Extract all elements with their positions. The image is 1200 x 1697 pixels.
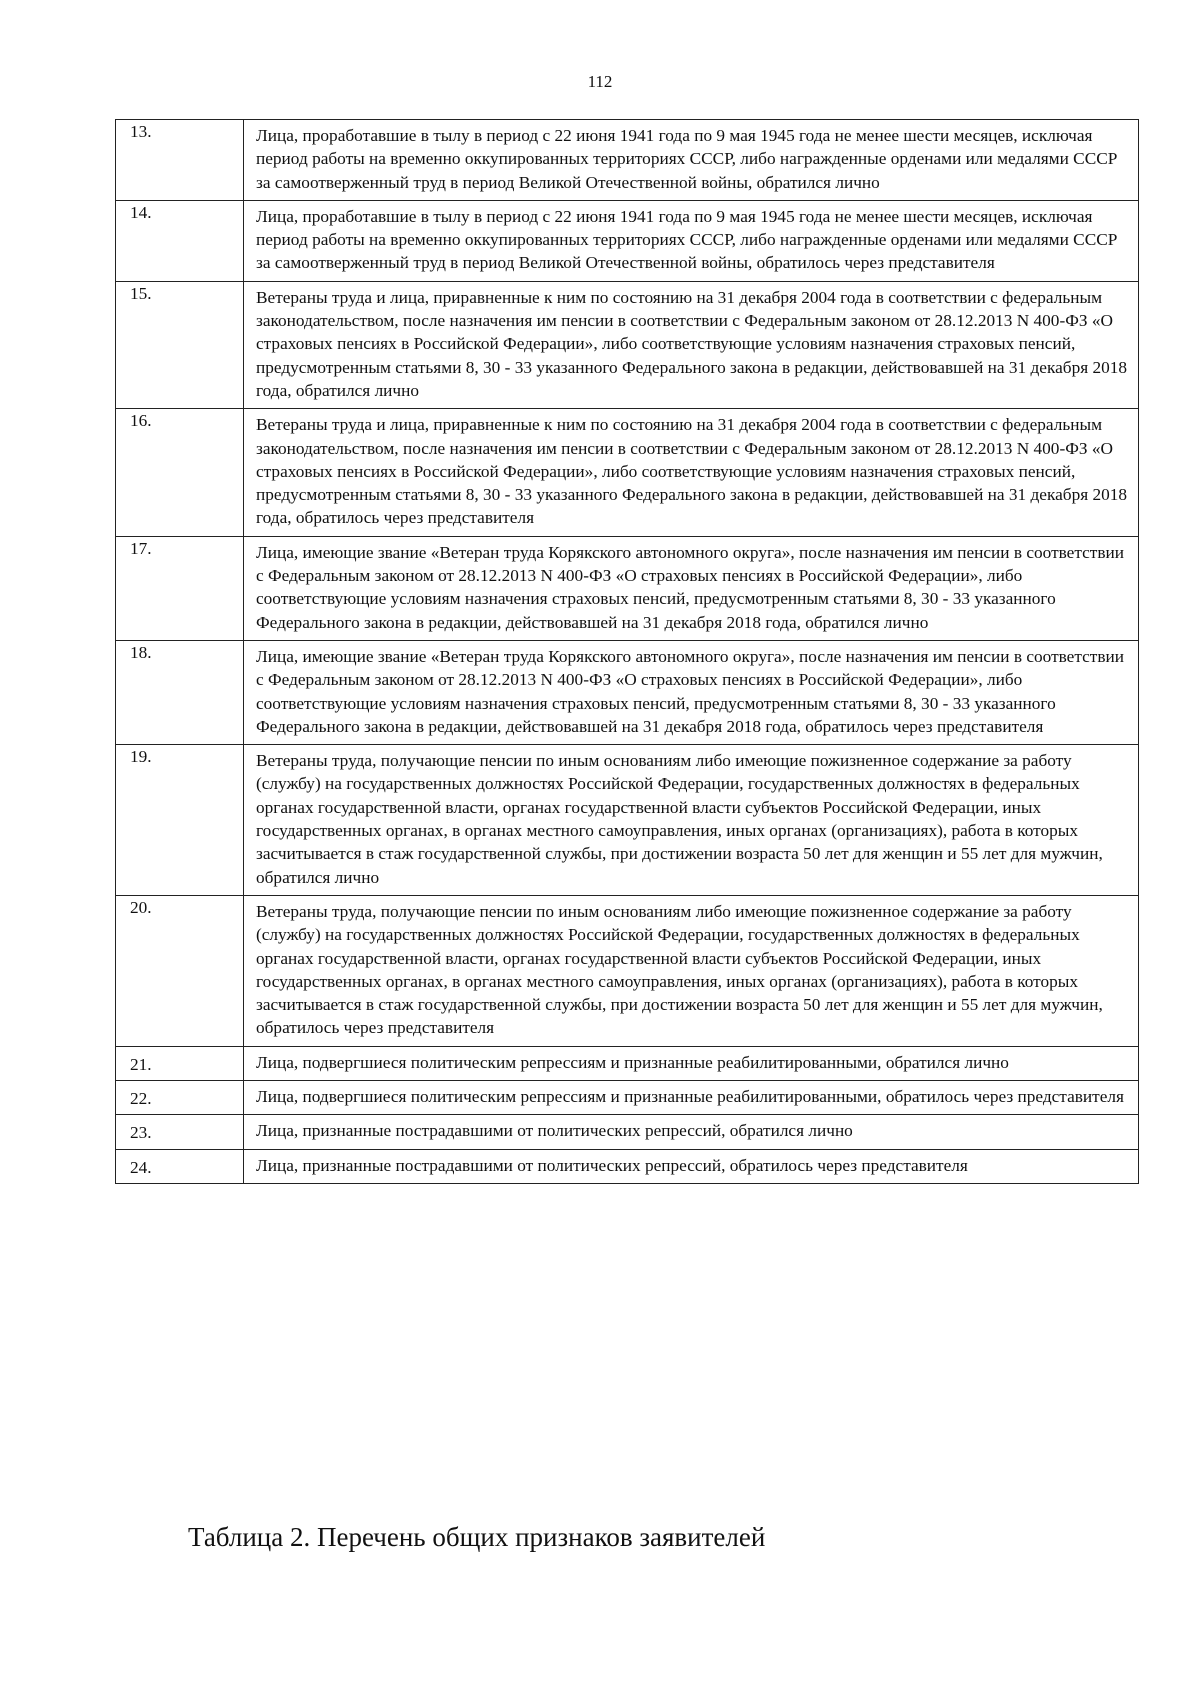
row-text: Лица, имеющие звание «Ветеран труда Корякского автономного округа», после назначения им пенсии в соответствии с Федеральным законом от 28.12.2013 N 400-ФЗ «О страховых пенсиях в Российской Федерации», либо соответствующие условиям назначения страховых пенсий, предусмотренным статьями 8, 30 - 33 указанного Федерального закона в редакции, действовавшей на 31 декабря 2018 года, обратилось через представителя [244, 640, 1139, 744]
table-row [116, 1115, 1139, 1149]
table-row [116, 895, 1139, 1046]
row-number: 24. [116, 1149, 244, 1183]
applicants-table [115, 119, 1139, 1184]
row-number: 21. [116, 1046, 244, 1080]
page-number: 112 [587, 72, 613, 91]
table-row [116, 536, 1139, 640]
row-text: Ветераны труда и лица, приравненные к ним по состоянию на 31 декабря 2004 года в соответствии с федеральным законодательством, после назначения им пенсии в соответствии с Федеральным законом от 28.12.2013 N 400-ФЗ «О страховых пенсиях в Российской Федерации», либо соответствующие условиям назначения страховых пенсий, предусмотренным статьями 8, 30 - 33 указанного Федерального закона в редакции, действовавшей на 31 декабря 2018 года, обратилось через представителя [244, 409, 1139, 536]
row-text: Лица, признанные пострадавшими от политических репрессий, обратился лично [244, 1115, 1139, 1149]
row-text: Лица, подвергшиеся политическим репрессиям и признанные реабилитированными, обратился лично [244, 1046, 1139, 1080]
table-row [116, 745, 1139, 896]
table-row [116, 409, 1139, 536]
table-row [116, 1046, 1139, 1080]
row-number: 20. [116, 895, 244, 1046]
row-text: Лица, подвергшиеся политическим репрессиям и признанные реабилитированными, обратилось через представителя [244, 1080, 1139, 1114]
row-number: 16. [116, 409, 244, 536]
row-number: 14. [116, 200, 244, 281]
table-row [116, 200, 1139, 281]
table-row [116, 1080, 1139, 1114]
table-row [116, 1149, 1139, 1183]
row-text: Лица, признанные пострадавшими от политических репрессий, обратилось через представителя [244, 1149, 1139, 1183]
row-text: Ветераны труда, получающие пенсии по иным основаниям либо имеющие пожизненное содержание за работу (службу) на государственных должностях Российской Федерации, государственных должностях в федеральных органах государственной власти, органах государственной власти субъектов Российской Федерации, иных государственных органах, в органах местного самоуправления, иных органах (организациях), работа в которых засчитывается в стаж государственной службы, при достижении возраста 50 лет для женщин и 55 лет для мужчин, обратилось через представителя [244, 895, 1139, 1046]
row-number: 15. [116, 281, 244, 408]
row-number: 13. [116, 120, 244, 201]
table-caption: Таблица 2. Перечень общих признаков заявителей [188, 1522, 766, 1552]
row-number: 18. [116, 640, 244, 744]
table-row [116, 120, 1139, 201]
row-number: 22. [116, 1080, 244, 1114]
row-text: Лица, проработавшие в тылу в период с 22 июня 1941 года по 9 мая 1945 года не менее шести месяцев, исключая период работы на временно оккупированных территориях СССР, либо награжденные орденами или медалями СССР за самоотверженный труд в период Великой Отечественной войны, обратилось через представителя [244, 200, 1139, 281]
row-number: 17. [116, 536, 244, 640]
table-row [116, 640, 1139, 744]
row-number: 19. [116, 745, 244, 896]
table-row [116, 281, 1139, 408]
row-text: Ветераны труда и лица, приравненные к ним по состоянию на 31 декабря 2004 года в соответствии с федеральным законодательством, после назначения им пенсии в соответствии с Федеральным законом от 28.12.2013 N 400-ФЗ «О страховых пенсиях в Российской Федерации», либо соответствующие условиям назначения страховых пенсий, предусмотренным статьями 8, 30 - 33 указанного Федерального закона в редакции, действовавшей на 31 декабря 2018 года, обратился лично [244, 281, 1139, 408]
row-text: Лица, проработавшие в тылу в период с 22 июня 1941 года по 9 мая 1945 года не менее шести месяцев, исключая период работы на временно оккупированных территориях СССР, либо награжденные орденами или медалями СССР за самоотверженный труд в период Великой Отечественной войны, обратился лично [244, 120, 1139, 201]
row-text: Ветераны труда, получающие пенсии по иным основаниям либо имеющие пожизненное содержание за работу (службу) на государственных должностях Российской Федерации, государственных должностях в федеральных органах государственной власти, органах государственной власти субъектов Российской Федерации, иных государственных органах, в органах местного самоуправления, иных органах (организациях), работа в которых засчитывается в стаж государственной службы, при достижении возраста 50 лет для женщин и 55 лет для мужчин, обратился лично [244, 745, 1139, 896]
row-number: 23. [116, 1115, 244, 1149]
row-text: Лица, имеющие звание «Ветеран труда Корякского автономного округа», после назначения им пенсии в соответствии с Федеральным законом от 28.12.2013 N 400-ФЗ «О страховых пенсиях в Российской Федерации», либо соответствующие условиям назначения страховых пенсий, предусмотренным статьями 8, 30 - 33 указанного Федерального закона в редакции, действовавшей на 31 декабря 2018 года, обратился лично [244, 536, 1139, 640]
